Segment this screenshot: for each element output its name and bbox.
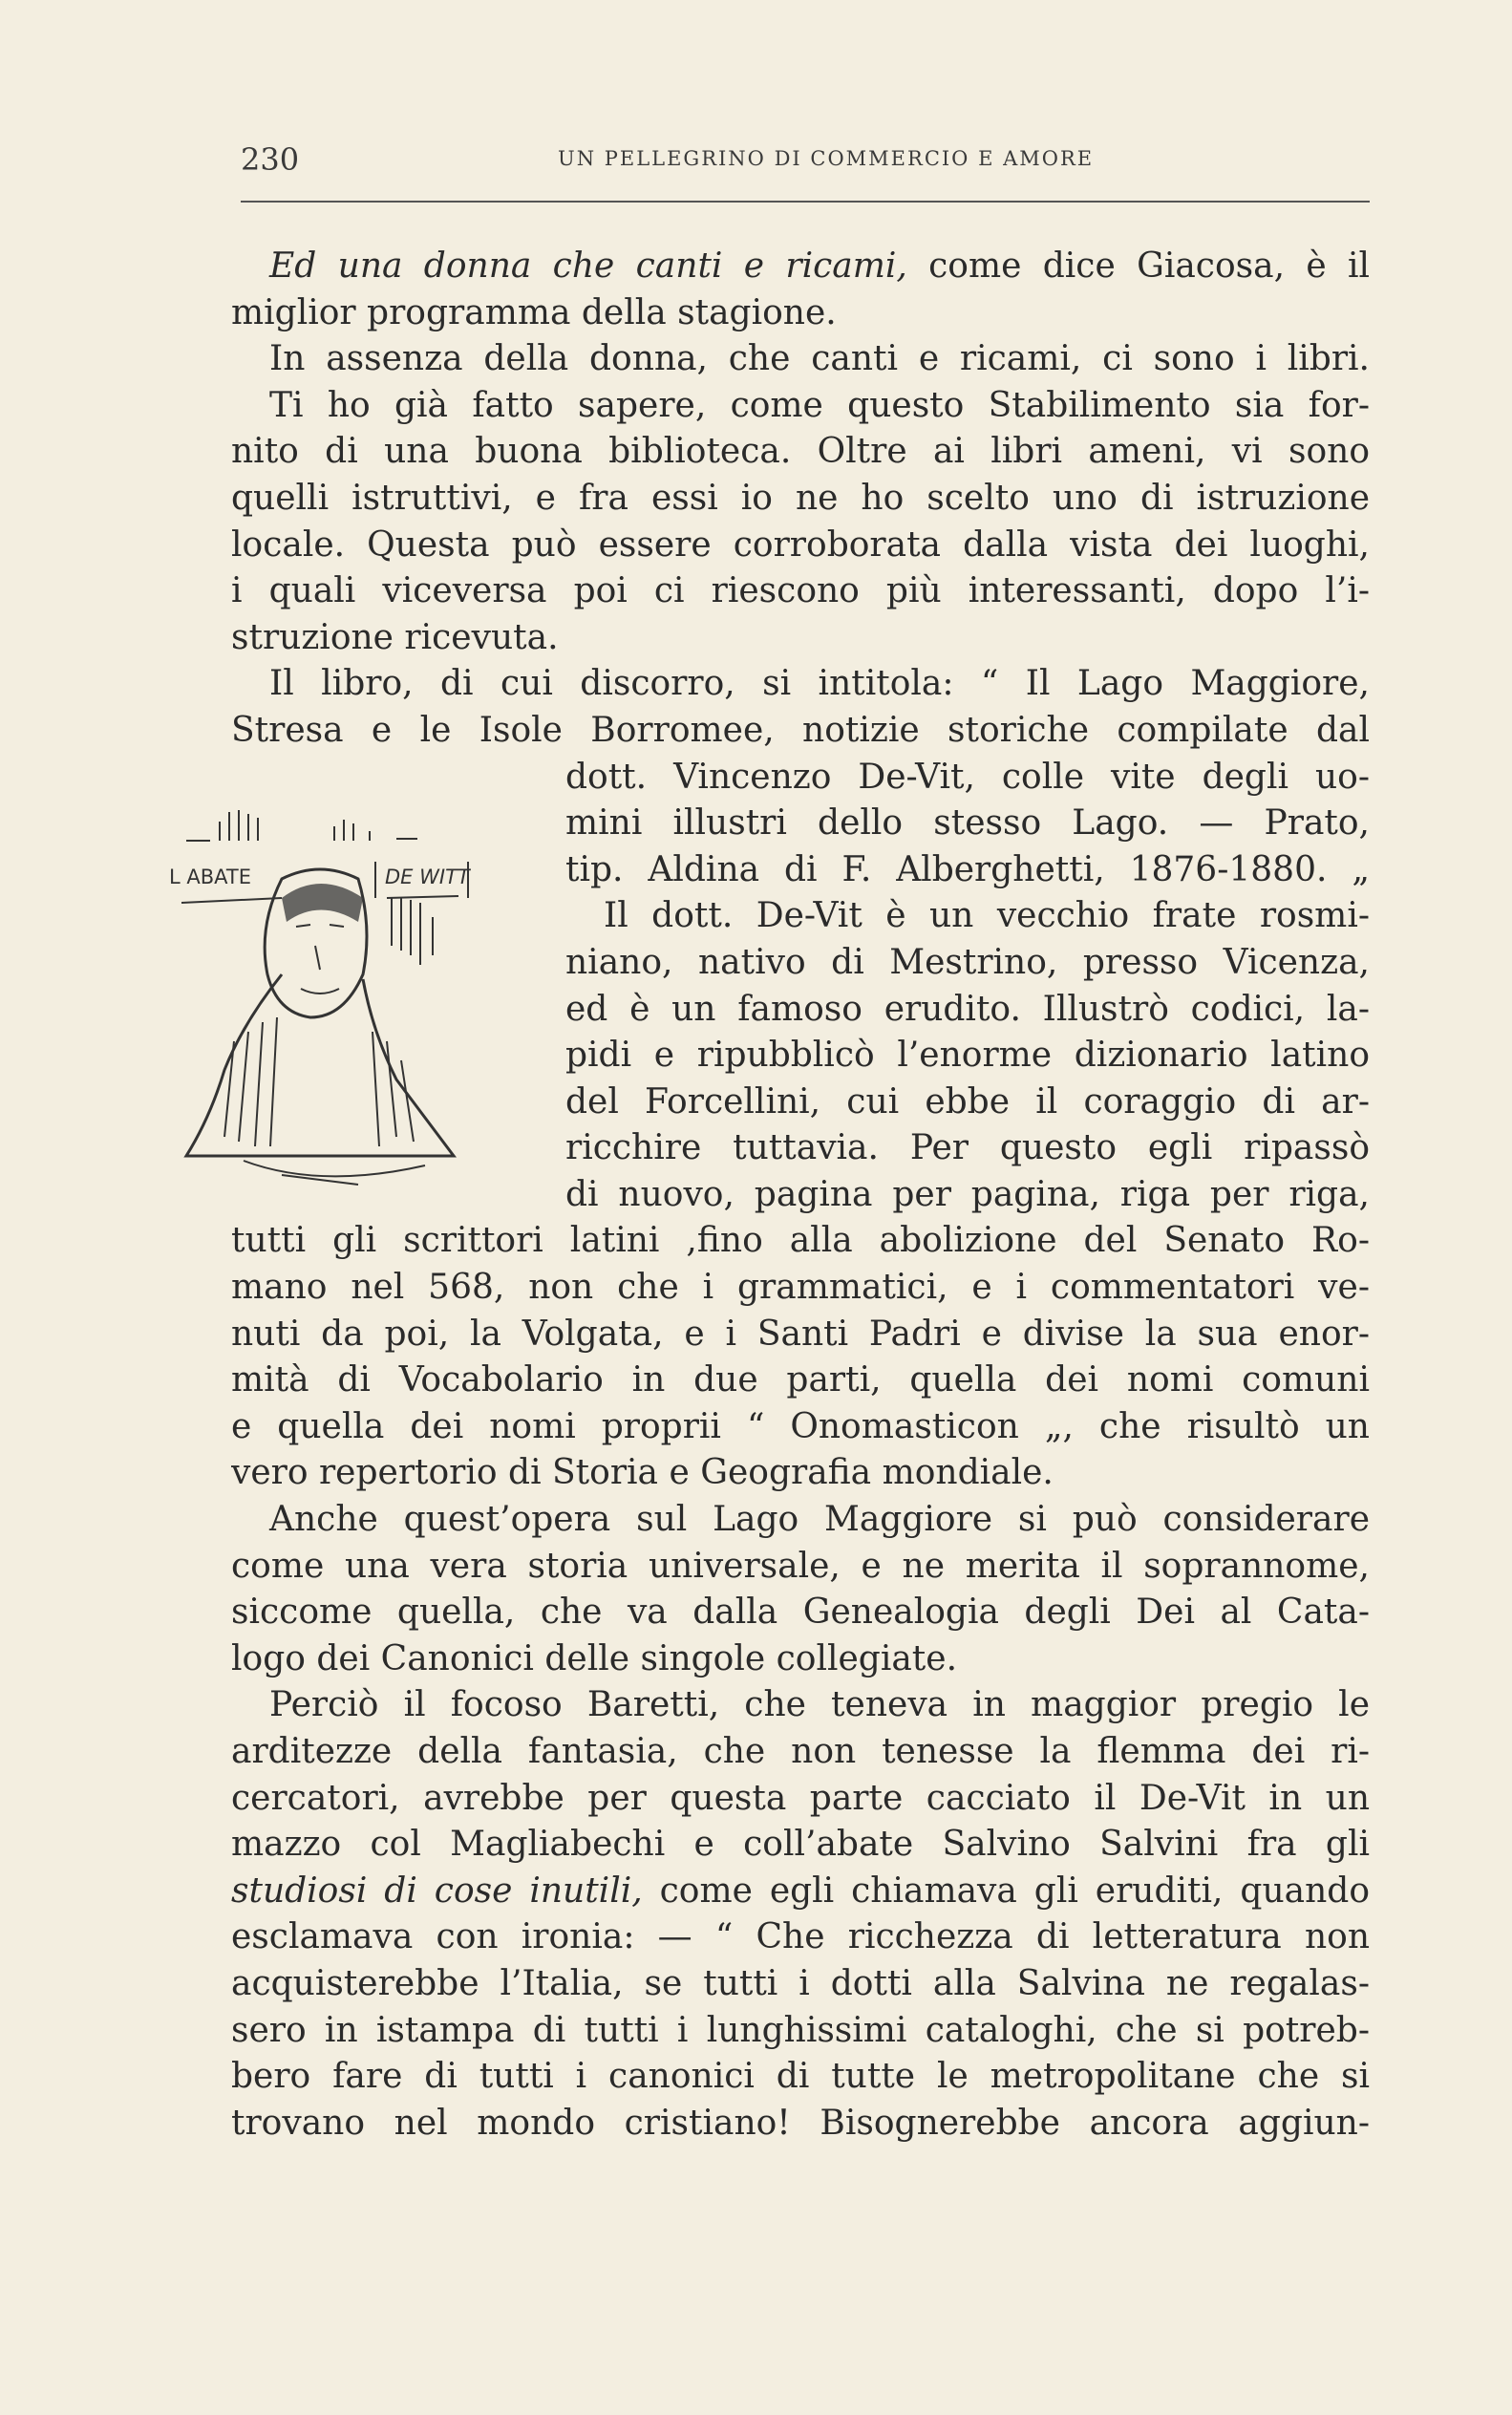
text-line: pidi e ripubblicò l’enorme dizionario latino bbox=[565, 1036, 1370, 1076]
text-line: struzione ricevuta. bbox=[231, 617, 559, 657]
text-line: siccome quella, che va dalla Genealogia degli Dei al Cata- bbox=[231, 1592, 1370, 1633]
text-line: acquisterebbe l’Italia, se tutti i dotti alla Salvina ne regalas- bbox=[231, 1963, 1370, 2003]
italic-phrase: studiosi di cose inutili, bbox=[231, 1870, 643, 1911]
text-line: trovano nel mondo cristiano! Bisognerebbe ancora aggiun- bbox=[231, 2103, 1370, 2143]
text-line: come una vera storia universale, e ne merita il soprannome, bbox=[231, 1546, 1370, 1586]
text-line: mini illustri dello stesso Lago. — Prato, bbox=[565, 803, 1370, 844]
text-line: Ed una donna che canti e ricami, come dice Giacosa, è il bbox=[269, 246, 1370, 286]
caption-left: L ABATE bbox=[169, 866, 251, 888]
text-line: quelli istruttivi, e fra essi io ne ho scelto uno di istruzione bbox=[231, 478, 1370, 518]
caption-right: DE WITT bbox=[385, 866, 470, 888]
text-line: In assenza della donna, che canti e ricami, ci sono i libri. bbox=[269, 339, 1370, 379]
text-line: niano, nativo di Mestrino, presso Vicenza, bbox=[565, 942, 1370, 982]
page-header bbox=[241, 141, 1370, 180]
text-line: Il dott. De-Vit è un vecchio frate rosmi- bbox=[604, 896, 1370, 936]
text-line: arditezze della fantasia, che non tenesse la flemma dei ri- bbox=[231, 1732, 1370, 1771]
text-line: Ti ho già fatto sapere, come questo Stabilimento sia for- bbox=[269, 385, 1370, 425]
page-number: 230 bbox=[241, 141, 300, 178]
text-line: e quella dei nomi proprii “ Onomasticon „, che risultò un bbox=[231, 1406, 1370, 1446]
text-line: logo dei Canonici delle singole collegiate. bbox=[231, 1638, 958, 1678]
text-line: ed è un famoso erudito. Illustrò codici, la- bbox=[565, 989, 1370, 1029]
text-line: Stresa e le Isole Borromee, notizie storiche compilate dal bbox=[231, 710, 1370, 750]
text-line: tutti gli scrittori latini ,fino alla abolizione del Senato Ro- bbox=[231, 1221, 1370, 1261]
text-line: i quali viceversa poi ci riescono più interessanti, dopo l’i- bbox=[231, 571, 1370, 611]
text-line: locale. Questa può essere corroborata dalla vista dei luoghi, bbox=[231, 524, 1370, 565]
text-line: studiosi di cose inutili, come egli chiamava gli eruditi, quando bbox=[231, 1870, 1370, 1911]
text-line: mità di Vocabolario in due parti, quella dei nomi comuni bbox=[231, 1360, 1370, 1400]
italic-phrase: Ed una donna che canti e ricami, bbox=[269, 246, 907, 286]
text-line: dott. Vincenzo De-Vit, colle vite degli uo- bbox=[565, 757, 1370, 797]
text-line: nito di una buona biblioteca. Oltre ai libri ameni, vi sono bbox=[231, 432, 1370, 472]
text-line: di nuovo, pagina per pagina, riga per riga, bbox=[565, 1174, 1370, 1214]
text-line: miglior programma della stagione. bbox=[231, 292, 837, 332]
text-line: mano nel 568, non che i grammatici, e i commentatori ve- bbox=[231, 1268, 1370, 1308]
running-title: UN PELLEGRINO DI COMMERCIO E AMORE bbox=[558, 147, 1095, 170]
text-line: sero in istampa di tutti i lunghissimi cataloghi, che si potreb- bbox=[231, 2010, 1370, 2050]
text-line: vero repertorio di Storia e Geografia mondiale. bbox=[231, 1453, 1054, 1493]
text-line: Perciò il focoso Baretti, che teneva in maggior pregio le bbox=[269, 1685, 1370, 1725]
text-line: esclamava con ironia: — “ Che ricchezza di letteratura non bbox=[231, 1917, 1370, 1957]
text-line: ricchire tuttavia. Per questo egli ripassò bbox=[565, 1128, 1370, 1168]
text-line: tip. Aldina di F. Alberghetti, 1876-1880. „ bbox=[565, 849, 1370, 889]
text-line: Il libro, di cui discorro, si intitola: “ Il Lago Maggiore, bbox=[269, 664, 1370, 704]
text-line: cercatori, avrebbe per questa parte cacciato il De-Vit in un bbox=[231, 1778, 1370, 1818]
text-line: del Forcellini, cui ebbe il coraggio di ar- bbox=[565, 1081, 1370, 1122]
text-line: mazzo col Magliabechi e coll’abate Salvino Salvini fra gli bbox=[231, 1825, 1370, 1865]
text-line: Anche quest’opera sul Lago Maggiore si può considerare bbox=[269, 1500, 1370, 1540]
header-rule bbox=[241, 201, 1370, 203]
text-line: bero fare di tutti i canonici di tutte le metropolitane che si bbox=[231, 2057, 1370, 2097]
text-line: nuti da poi, la Volgata, e i Santi Padri e divise la sua enor- bbox=[231, 1314, 1370, 1354]
body-text bbox=[231, 244, 1370, 2147]
